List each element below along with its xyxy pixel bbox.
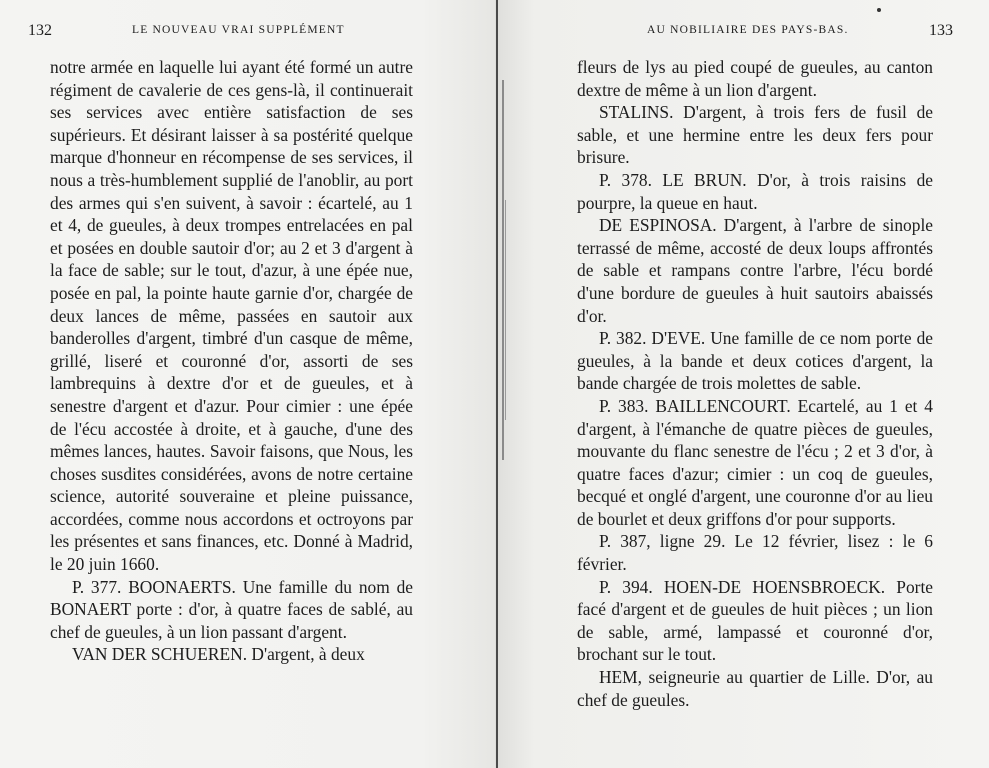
ink-speck (877, 8, 881, 12)
left-page-number: 132 (28, 22, 52, 39)
paragraph: notre armée en laquelle lui ayant été formé un autre régiment de cavalerie de ces gens-là, il continuerait ses services avec entière satisfaction de ses supérieurs. Et désirant laisser à sa postérité quelque marque d'honneur en récompense de ses services, il nous a très-humblement supplié de l'anoblir, au port des armes qui s'en suivent, à savoir : écartelé, au 1 et 4, de gueules, à deux trompes entrelacées en pal et posées en double sautoir d'or; au 2 et 3 d'argent à la face de sable; sur le tout, d'azur, à une épée nue, posée en pal, la pointe haute garnie d'or, chargée de deux lances de même, passées en sautoir aux banderolles d'argent, timbré d'un casque de même, grillé, liseré et couronné d'or, assorti de ses lambrequins à dextre d'or et de gueules, et à senestre d'argent et d'azur. Pour cimier : une épée de l'écu accostée à droite, et à gauche, d'une des mêmes lances, hautes. Savoir faisons, que Nous, les choses susdites considérées, avons de notre certaine science, autorité souveraine et pleine puissance, accordées, comme nous accordons et octroyons par les présentes et sans finances, etc. Donné à Madrid, le 20 juin 1660. (50, 57, 413, 575)
paragraph: fleurs de lys au pied coupé de gueules, au canton dextre de même à un lion d'argent. (577, 57, 933, 100)
gutter-shadow-line (496, 0, 498, 768)
paragraph: P. 387, ligne 29. Le 12 février, lisez : le 6 février. (577, 531, 933, 575)
paragraph: P. 382. D'EVE. Une famille de ce nom porte de gueules, à la bande et deux cotices d'argent, la bande chargée de trois molettes de sable. (577, 328, 933, 394)
paragraph: VAN DER SCHUEREN. D'argent, à deux (72, 644, 365, 665)
right-running-title: AU NOBILIAIRE DES PAYS-BAS. (647, 24, 849, 36)
paragraph: P. 378. LE BRUN. D'or, à trois raisins de pourpre, la queue en haut. (577, 169, 933, 213)
paragraph: P. 394. HOEN-DE HOENSBROECK. Porte facé d'argent et de gueules de huit pièces ; un lion de sable, armé, lampassé et couronné d'or, brochant sur le tout. (577, 576, 933, 665)
gutter-binding-line (505, 200, 506, 420)
paragraph: STALINS. D'argent, à trois fers de fusil de sable, et une hermine entre les deux fers pour brisure. (577, 102, 933, 168)
paragraph: P. 377. BOONAERTS. Une famille du nom de BONAERT porte : d'or, à quatre faces de sablé, au chef de gueules, à un lion passant d'argent. (50, 576, 413, 642)
left-running-title: LE NOUVEAU VRAI SUPPLÉMENT (132, 24, 345, 36)
left-page-header (28, 22, 428, 44)
left-page-body (50, 56, 413, 666)
book-gutter (492, 0, 508, 768)
gutter-binding-line (502, 80, 504, 460)
right-page-header (543, 22, 953, 44)
paragraph: DE ESPINOSA. D'argent, à l'arbre de sinople terrassé de même, accosté de deux loups affrontés de sable et rampans contre l'arbre, l'écu bordé d'une bordure de gueules à huit sautoirs abaissés d'or. (577, 215, 933, 326)
paragraph: P. 383. BAILLENCOURT. Ecartelé, au 1 et 4 d'argent, à l'émanche de quatre pièces de gueules, mouvante du flanc senestre de l'écu ; 2 et 3 d'or, à quatre faces d'azur; cimier : un coq de gueules, becqué et onglé d'argent, une couronne d'or au lieu de bourlet et deux griffons d'or pour supports. (577, 395, 933, 529)
paragraph: HEM, seigneurie au quartier de Lille. D'or, au chef de gueules. (577, 667, 933, 710)
right-page-body (577, 56, 933, 711)
right-page-number: 133 (929, 22, 953, 39)
right-page (495, 0, 989, 768)
